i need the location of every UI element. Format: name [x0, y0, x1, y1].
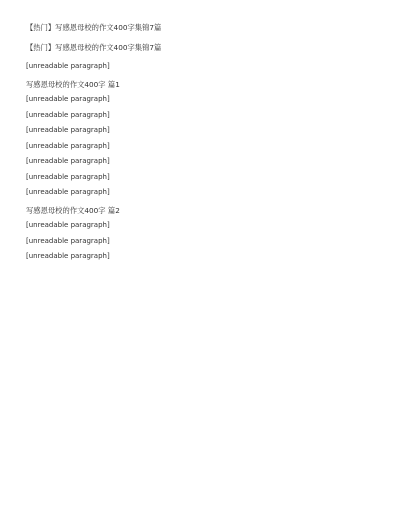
- document-subheading: 【热门】写感恩母校的作文400字集锦7篇: [26, 42, 162, 52]
- intro-paragraph: [unreadable paragraph]: [26, 62, 110, 70]
- section-2-title: 写感恩母校的作文400字 篇2: [26, 205, 120, 215]
- section-1-paragraph: [unreadable paragraph]: [26, 172, 110, 181]
- section-2-paragraph: [unreadable paragraph]: [26, 252, 110, 260]
- document-heading: 【热门】写感恩母校的作文400字集锦7篇: [26, 23, 162, 32]
- section-1-paragraph: [unreadable paragraph]: [26, 95, 110, 103]
- section-2-paragraph: [unreadable paragraph]: [26, 236, 110, 245]
- section-1-paragraph: [unreadable paragraph]: [26, 141, 110, 150]
- section-1-title: 写感恩母校的作文400字 篇1: [26, 79, 120, 89]
- section-1-paragraph: [unreadable paragraph]: [26, 110, 110, 119]
- section-1-paragraph: [unreadable paragraph]: [26, 126, 110, 134]
- section-1-paragraph: [unreadable paragraph]: [26, 157, 110, 165]
- section-1-paragraph: [unreadable paragraph]: [26, 188, 110, 196]
- section-2-paragraph: [unreadable paragraph]: [26, 221, 110, 229]
